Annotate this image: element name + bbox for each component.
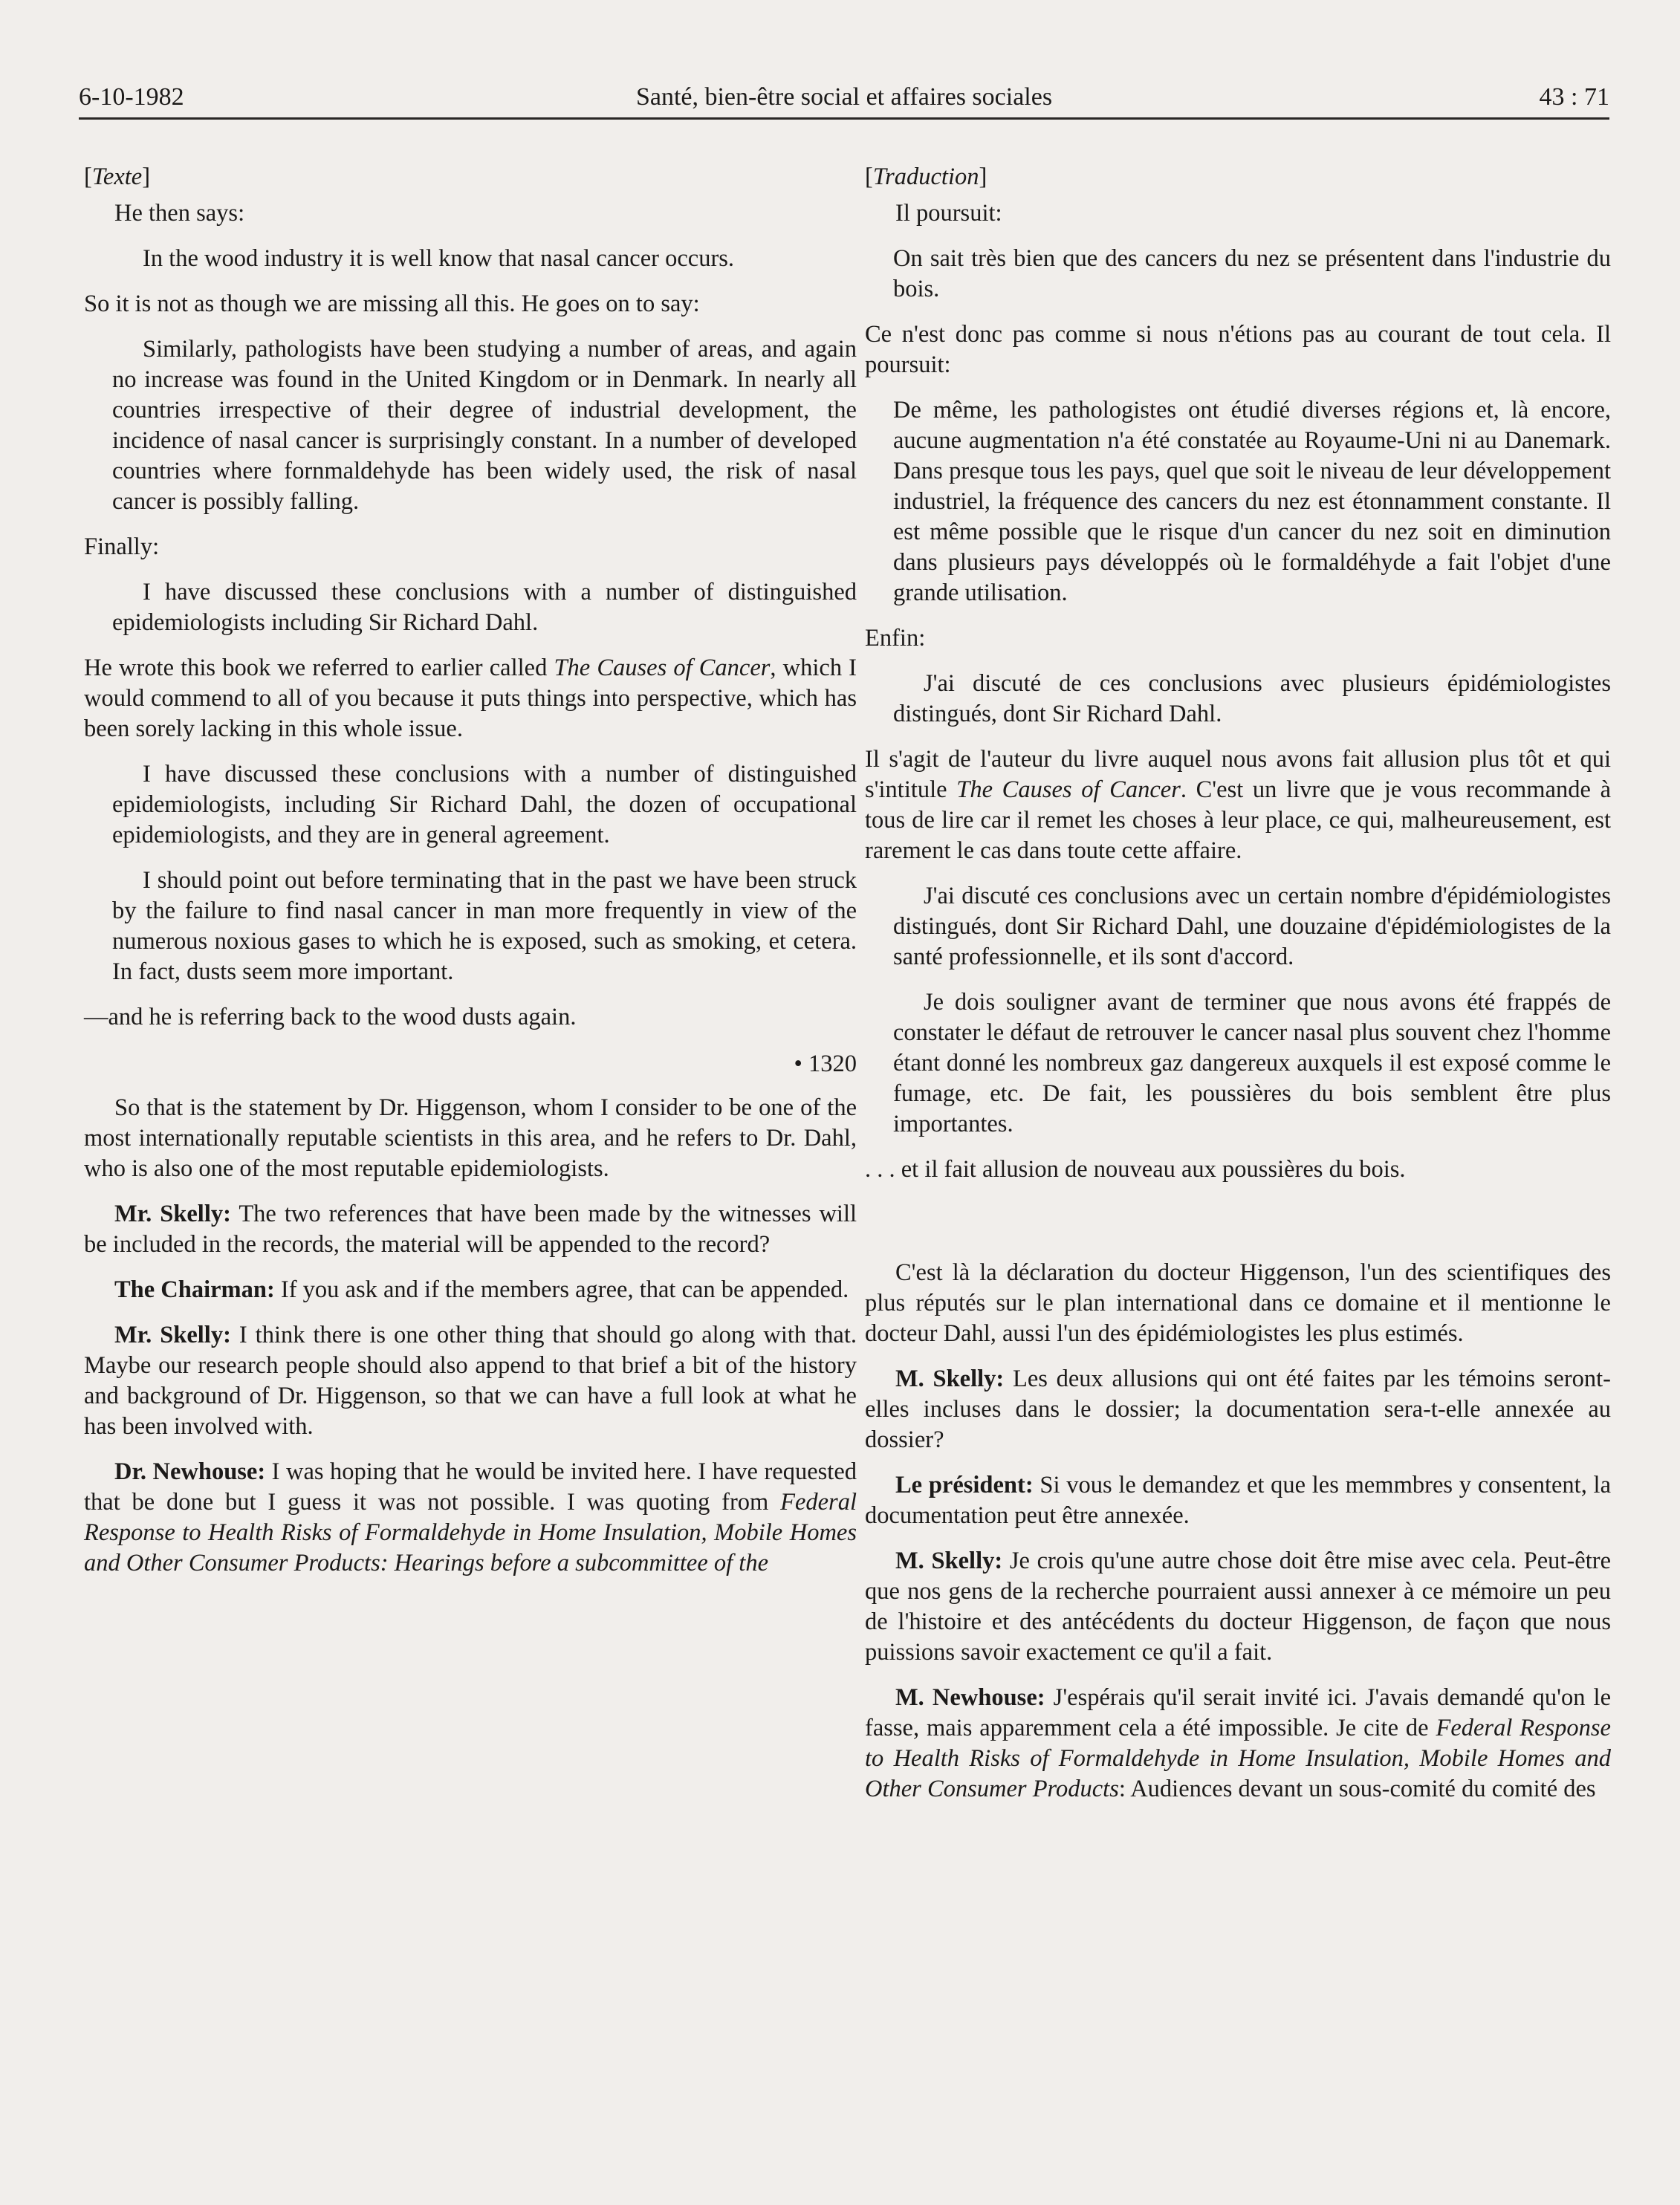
quote: I have discussed these conclusions with a number of distinguished epidemiologists, including Sir Richard Dahl, the dozen of occupational epidemiologists, and they are in general agreement. xyxy=(112,761,857,848)
quote: I should point out before terminating that in the past we have been struck by the failure to find nasal cancer in man more frequently in view of the numerous noxious gases to which he is exposed, such as smoking, et cetera. In fact, dusts seem more important. xyxy=(112,867,857,985)
header-date: 6-10-1982 xyxy=(79,83,184,111)
speaker-paragraph: Mr. Skelly: I think there is one other thing that should go along with that. Maybe our research people should also append to that brief a bit of the history and background of Dr. Higgenson, so that we can have a full look at what he has been involved with. xyxy=(84,1322,857,1440)
quote: In the wood industry it is well know that nasal cancer occurs. xyxy=(143,245,735,272)
speaker-name: M. Newhouse: xyxy=(895,1684,1045,1711)
report-title: Federal Response to Health Risks of Formaldehyde in Home Insulation, Mobile Homes and Other Consumer Products: Hearings before a subcommittee of the xyxy=(84,1489,857,1576)
paragraph: So it is not as though we are missing all this. He goes on to say: xyxy=(84,290,700,317)
speaker-name: Le président: xyxy=(895,1472,1034,1498)
paragraph: He wrote this book we referred to earlier called The Causes of Cancer, which I would commend to all of you because it puts things into perspective, which has been sorely lacking in this whole issue. xyxy=(84,655,857,742)
english-column xyxy=(84,162,857,1594)
quote: I have discussed these conclusions with a number of distinguished epidemiologists including Sir Richard Dahl. xyxy=(112,579,857,636)
quote: On sait très bien que des cancers du nez se présentent dans l'industrie du bois. xyxy=(893,245,1611,302)
speaker-name: Mr. Skelly: xyxy=(114,1322,231,1348)
speaker-paragraph: M. Skelly: Je crois qu'une autre chose doit être mise avec cela. Peut-être que nos gens de la recherche pourraient aussi annexer à ce mémoire un peu de l'histoire et des antécédents du docteur Higgenson, de façon que nous puissions savoir exactement ce qu'il a fait. xyxy=(865,1548,1611,1666)
paragraph: —and he is referring back to the wood dusts again. xyxy=(84,1004,577,1030)
paragraph: He then says: xyxy=(114,200,245,227)
paragraph: Il poursuit: xyxy=(895,200,1002,227)
paragraph: Ce n'est donc pas comme si nous n'étions pas au courant de tout cela. Il poursuit: xyxy=(865,321,1611,378)
quote: J'ai discuté ces conclusions avec un certain nombre d'épidémiologistes distingués, dont Sir Richard Dahl, une douzaine d'épidémiologistes de la santé professionnelle, et ils sont d'accord. xyxy=(893,883,1611,970)
paragraph: C'est là la déclaration du docteur Higgenson, l'un des scientifiques des plus réputés sur le plan international dans ce domaine et il mentionne le docteur Dahl, aussi l'un des épidémiologistes les plus estimés. xyxy=(865,1259,1611,1347)
quote: J'ai discuté de ces conclusions avec plusieurs épidémiologistes distingués, dont Sir Richard Dahl. xyxy=(893,670,1611,727)
section-label-traduction: [Traduction] xyxy=(865,163,987,190)
speaker-paragraph: M. Newhouse: J'espérais qu'il serait invité ici. J'avais demandé qu'on le fasse, mais apparemment cela a été impossible. Je cite de Federal Response to Health Risks of Formaldehyde in Home Insulation, Mobile Homes and Other Consumer Products: Audiences devant un sous-comité du comité des xyxy=(865,1684,1611,1802)
quote: De même, les pathologistes ont étudié diverses régions et, là encore, aucune augmentation n'a été constatée au Royaume-Uni ni au Danemark. Dans presque tous les pays, quel que soit le niveau de leur développement industriel, la fréquence des cancers du nez est étonnamment constante. Il est même possible que le risque d'un cancer du nez soit en diminution dans plusieurs pays développés où le formaldéhyde a fait l'objet d'une grande utilisation. xyxy=(893,397,1611,606)
speaker-paragraph: Mr. Skelly: The two references that have been made by the witnesses will be included in the records, the material will be appended to the record? xyxy=(84,1201,857,1258)
speaker-name: M. Skelly: xyxy=(895,1548,1003,1574)
paragraph: . . . et il fait allusion de nouveau aux poussières du bois. xyxy=(865,1156,1406,1183)
speaker-name: The Chairman: xyxy=(114,1276,275,1303)
time-marker: • 1320 xyxy=(794,1050,857,1077)
quote: Similarly, pathologists have been studying a number of areas, and again no increase was found in the United Kingdom or in Denmark. In nearly all countries irrespective of their degree of industrial development, the incidence of nasal cancer is surprisingly constant. In a number of developed countries where fornmaldehyde has been widely used, the risk of nasal cancer is possibly falling. xyxy=(112,336,857,515)
speaker-paragraph: Le président: Si vous le demandez et que les memmbres y consentent, la documentation peut être annexée. xyxy=(865,1472,1611,1529)
speaker-name: Dr. Newhouse: xyxy=(114,1458,266,1485)
paragraph: Enfin: xyxy=(865,625,926,652)
speaker-paragraph: The Chairman: If you ask and if the members agree, that can be appended. xyxy=(114,1276,849,1303)
report-title: Federal Response to Health Risks of Formaldehyde in Home Insulation, Mobile Homes and Other Consumer Products xyxy=(865,1715,1611,1802)
paragraph: So that is the statement by Dr. Higgenson, whom I consider to be one of the most internationally reputable scientists in this area, and he refers to Dr. Dahl, who is also one of the most reputable epidemiologists. xyxy=(84,1094,857,1182)
page-header xyxy=(79,74,1609,120)
french-column xyxy=(865,162,1611,1819)
book-title: The Causes of Cancer xyxy=(956,776,1181,803)
speaker-name: M. Skelly: xyxy=(895,1365,1005,1392)
quote: Je dois souligner avant de terminer que nous avons été frappés de constater le défaut de retrouver le cancer nasal plus souvent chez l'homme étant donné les nombreux gaz dangereux auxquels il est exposé comme le fumage, etc. De fait, les poussières du bois semblent être plus importantes. xyxy=(893,989,1611,1137)
speaker-name: Mr. Skelly: xyxy=(114,1201,231,1227)
paragraph: Finally: xyxy=(84,533,160,560)
speaker-paragraph: Dr. Newhouse: I was hoping that he would be invited here. I have requested that be done but I guess it was not possible. I was quoting from Federal Response to Health Risks of Formaldehyde in Home Insulation, Mobile Homes and Other Consumer Products: Hearings before a subcommittee of the xyxy=(84,1458,857,1576)
spacer xyxy=(865,1200,1611,1258)
header-page-number: 43 : 71 xyxy=(1539,83,1609,111)
section-label-texte: [Texte] xyxy=(84,163,151,190)
speaker-paragraph: M. Skelly: Les deux allusions qui ont été faites par les témoins seront-elles incluses dans le dossier; la documentation sera-t-elle annexée au dossier? xyxy=(865,1365,1611,1453)
paragraph: Il s'agit de l'auteur du livre auquel nous avons fait allusion plus tôt et qui s'intitule The Causes of Cancer. C'est un livre que je vous recommande à tous de lire car il remet les choses à leur place, ce qui, malheureusement, est rarement le cas dans toute cette affaire. xyxy=(865,746,1611,864)
header-title: Santé, bien-être social et affaires sociales xyxy=(635,83,1053,111)
book-title: The Causes of Cancer xyxy=(554,655,771,681)
